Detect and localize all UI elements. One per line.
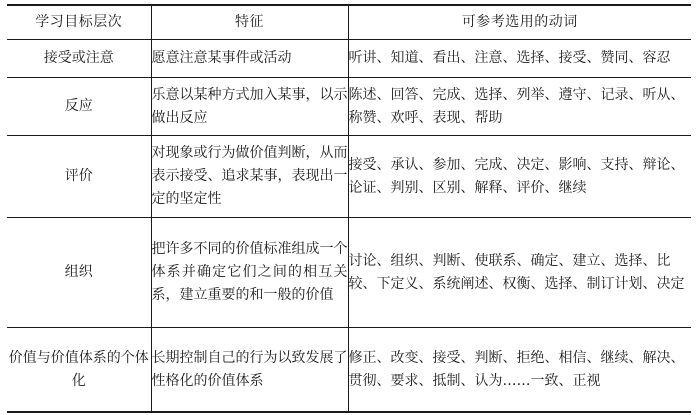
table-row: [7, 218, 691, 328]
feature-cell: 愿意注意某事件或活动: [151, 40, 348, 78]
header-verbs: 可参考选用的动词: [348, 5, 691, 40]
table-row: [7, 328, 691, 413]
header-feature: 特征: [151, 5, 348, 40]
table-row: [7, 40, 691, 78]
verbs-cell: 陈述、回答、完成、选择、列举、遵守、记录、听从、称赞、欢呼、表现、帮助: [348, 78, 691, 136]
table-header-row: [7, 5, 691, 40]
table-row: [7, 136, 691, 218]
table-row: [7, 78, 691, 136]
level-cell: 评价: [7, 136, 151, 218]
verbs-cell: 听讲、知道、看出、注意、选择、接受、赞同、容忍: [348, 40, 691, 78]
feature-cell: 乐意以某种方式加入某事，以示做出反应: [151, 78, 348, 136]
verbs-cell: 讨论、组织、判断、使联系、确定、建立、选择、比较、下定义、系统阐述、权衡、选择、制订计划、决定: [348, 218, 691, 328]
feature-cell: 把许多不同的价值标准组成一个体系并确定它们之间的相互关系，建立重要的和一般的价值: [151, 218, 348, 328]
level-cell: 组织: [7, 218, 151, 328]
header-level: 学习目标层次: [7, 5, 151, 40]
level-cell: 价值与价值体系的个体化: [7, 328, 151, 413]
level-cell: 接受或注意: [7, 40, 151, 78]
feature-cell: 对现象或行为做价值判断，从而表示接受、追求某事，表现出一定的坚定性: [151, 136, 348, 218]
verbs-cell: 修正、改变、接受、判断、拒绝、相信、继续、解决、贯彻、要求、抵制、认为……一致、正视: [348, 328, 691, 413]
feature-cell: 长期控制自己的行为以致发展了性格化的价值体系: [151, 328, 348, 413]
verbs-cell: 接受、承认、参加、完成、决定、影响、支持、辩论、论证、判别、区别、解释、评价、继续: [348, 136, 691, 218]
learning-goal-levels-table: [7, 4, 691, 413]
level-cell: 反应: [7, 78, 151, 136]
